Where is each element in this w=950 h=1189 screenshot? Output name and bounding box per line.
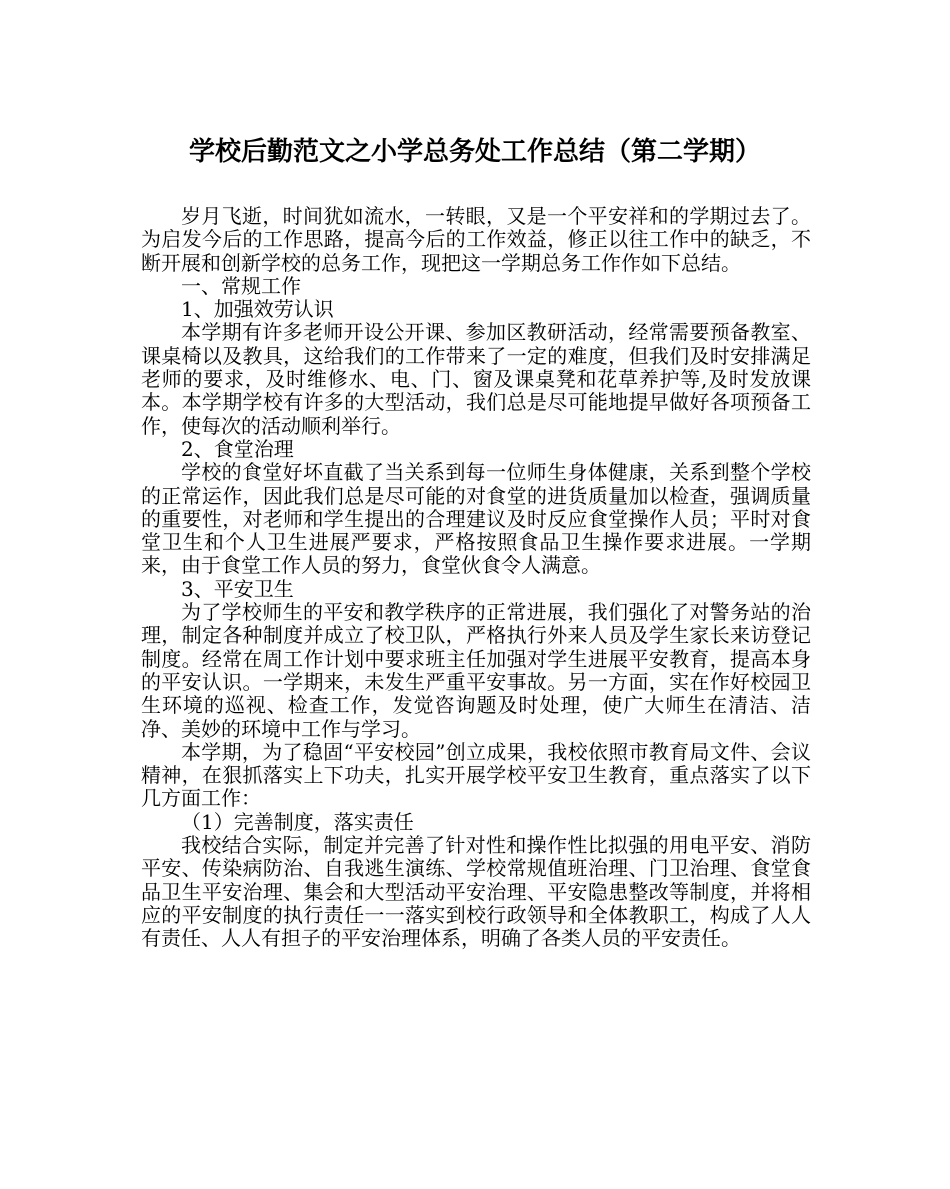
document-body (141, 205, 811, 951)
paragraph-canteen: 学校的食堂好坏直截了当关系到每一位师生身体健康，关系到整个学校的正常运作，因此我们总是尽可能的对食堂的进货质量加以检查，强调质量的重要性，对老师和学生提出的合理建议及时反应食堂操作人员；平时对食堂卫生和个人卫生进展严要求，严格按照食品卫生操作要求进展。一学期来，由于食堂工作人员的努力，食堂伙食令人满意。 (141, 460, 811, 578)
section-heading-routine-work: 一、常规工作 (181, 273, 301, 298)
document-title: 学校后勤范文之小学总务处工作总结（第二学期） (188, 137, 761, 167)
paragraph-safety: 为了学校师生的平安和教学秩序的正常进展，我们强化了对警务站的治理，制定各种制度并成立了校卫队，严格执行外来人员及学生家长来访登记制度。经常在周工作计划中要求班主任加强对学生进展平安教育，提高本身的平安认识。一学期来，未发生严重平安事故。另一方面，实在作好校园卫生环境的巡视、检查工作，发觉咨询题及时处理，使广大师生在清洁、洁净、美妙的环境中工作与学习。 (141, 600, 811, 741)
paragraph-intro: 岁月飞逝，时间犹如流水，一转眼，又是一个平安祥和的学期过去了。为启发今后的工作思路，提高今后的工作效益，修正以往工作中的缺乏，不断开展和创新学校的总务工作，现把这一学期总务工作作如下总结。 (141, 204, 811, 275)
subsection-heading-safety: 3、平安卫生 (181, 576, 294, 601)
paragraph-safe-campus: 本学期，为了稳固“平安校园”创立成果，我校依照市教育局文件、会议精神，在狠抓落实上下功夫，扎实开展学校平安卫生教育，重点落实了以下几方面工作： (141, 739, 811, 811)
paragraph-service: 本学期有许多老师开设公开课、参加区教研活动，经常需要预备教室、课桌椅以及教具，这给我们的工作带来了一定的难度，但我们及时安排满足老师的要求，及时维修水、电、门、窗及课桌凳和花草养护等,及时发放课本。本学期学校有许多的大型活动，我们总是尽可能地提早做好各项预备工作，使每次的活动顺利举行。 (141, 320, 811, 438)
paragraph-system: 我校结合实际，制定并完善了针对性和操作性比拟强的用电平安、消防平安、传染病防治、自我逃生演练、学校常规值班治理、门卫治理、食堂食品卫生平安治理、集会和大型活动平安治理、平安隐患整改等制度，并将相应的平安制度的执行责任一一落实到校行政领导和全体教职工，构成了人人有责任、人人有担子的平安治理体系，明确了各类人员的平安责任。 (141, 833, 811, 951)
subsection-heading-service: 1、加强效劳认识 (181, 297, 334, 322)
subsection-heading-canteen: 2、食堂治理 (181, 436, 294, 461)
subsection-heading-system: （1）完善制度，落实责任 (181, 809, 414, 834)
